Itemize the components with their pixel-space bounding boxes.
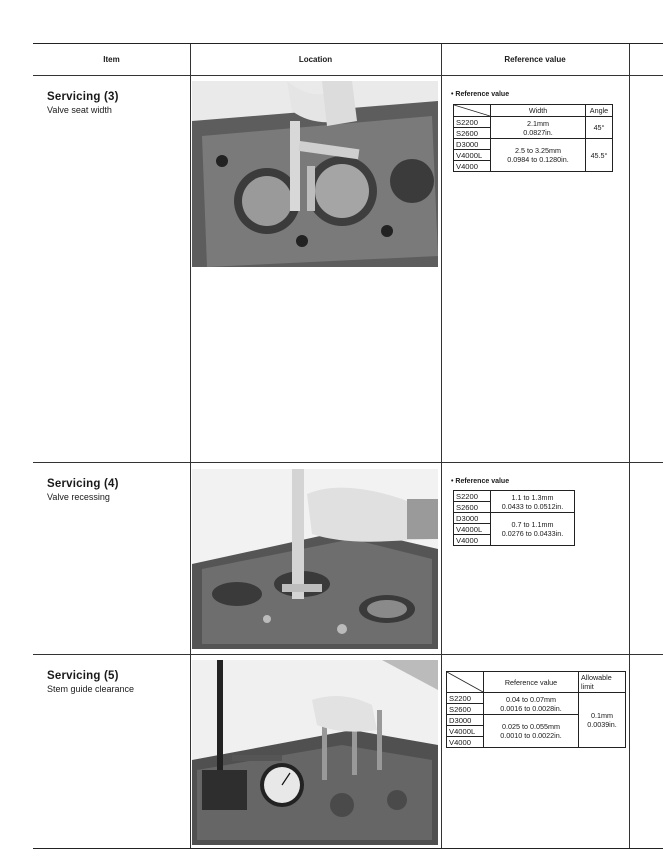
table-corner-cell	[454, 105, 491, 117]
limit-value-in: 0.0039in.	[587, 720, 617, 729]
allowable-limit-line1: Allowable	[581, 673, 612, 682]
row-subtitle-valve-seat-width: Valve seat width	[47, 105, 112, 115]
clearance-value-mm: 0.04 to 0.07mm	[506, 694, 556, 704]
valve-recessing-table	[453, 490, 575, 546]
model-cell: V4000	[454, 535, 491, 546]
reference-value-label: • Reference value	[451, 91, 510, 98]
clearance-value-in: 0.0016 to 0.0028in.	[500, 703, 562, 713]
clearance-value-in: 0.0010 to 0.0022in.	[500, 731, 562, 740]
row-subtitle-stem-guide-clearance: Stem guide clearance	[47, 684, 135, 694]
column-header-angle: Angle	[586, 105, 613, 117]
column-header-reference-value: Reference value	[484, 672, 579, 693]
reference-value-label: • Reference value	[451, 478, 510, 485]
model-cell: S2200	[447, 693, 484, 704]
model-cell: S2200	[454, 491, 491, 502]
model-cell: D3000	[454, 513, 491, 524]
header-item: Item	[103, 55, 120, 64]
allowable-limit-value-cell	[579, 693, 626, 748]
width-value-cell	[491, 139, 586, 172]
recess-value-mm: 0.7 to 1.1mm	[511, 520, 554, 529]
header-reference-value: Reference value	[504, 55, 566, 64]
recess-value-in: 0.0433 to 0.0512in.	[501, 501, 564, 511]
width-value-cell	[491, 117, 586, 139]
column-divider	[190, 44, 191, 848]
row-divider	[33, 75, 663, 76]
model-cell: V4000	[454, 161, 491, 172]
width-value-mm: 2.5 to 3.25mm	[515, 146, 561, 155]
width-value-mm: 2.1mm	[527, 118, 549, 128]
row-title-servicing-4: Servicing (4)	[47, 478, 119, 490]
width-value-in: 0.0984 to 0.1280in.	[507, 155, 569, 164]
valve-seat-width-table	[453, 104, 613, 172]
column-header-width: Width	[491, 105, 586, 117]
model-cell: S2600	[454, 128, 491, 139]
column-divider	[441, 44, 442, 848]
model-cell: V4000L	[454, 524, 491, 535]
photo-stem-guide-measurement	[192, 660, 438, 845]
recess-value-cell	[491, 491, 575, 513]
model-cell: S2200	[454, 117, 491, 128]
width-value-in: 0.0827in.	[523, 127, 553, 137]
clearance-value-cell	[484, 715, 579, 748]
model-cell: V4000L	[447, 726, 484, 737]
recess-value-cell	[491, 513, 575, 546]
model-cell: D3000	[454, 139, 491, 150]
recess-value-in: 0.0276 to 0.0433in.	[501, 529, 564, 538]
row-subtitle-valve-recessing: Valve recessing	[47, 492, 110, 502]
recess-value-mm: 1.1 to 1.3mm	[511, 492, 554, 502]
model-cell: D3000	[447, 715, 484, 726]
allowable-limit-line2: limit	[581, 682, 594, 691]
row-title-servicing-5: Servicing (5)	[47, 670, 119, 682]
limit-value-mm: 0.1mm	[591, 711, 613, 720]
model-cell: V4000L	[454, 150, 491, 161]
stem-guide-clearance-table	[446, 671, 626, 748]
photo-valve-recess-measurement	[192, 469, 438, 649]
row-divider	[33, 654, 663, 655]
header-location: Location	[298, 55, 333, 64]
column-header-allowable-limit	[579, 672, 626, 693]
row-divider	[33, 462, 663, 463]
service-table	[33, 43, 663, 849]
photo-valve-seat-measurement	[192, 81, 438, 267]
clearance-value-mm: 0.025 to 0.055mm	[502, 722, 560, 731]
column-divider	[629, 44, 630, 848]
table-corner-cell	[447, 672, 484, 693]
model-cell: V4000	[447, 737, 484, 748]
model-cell: S2600	[447, 704, 484, 715]
model-cell: S2600	[454, 502, 491, 513]
angle-value-cell: 45.5°	[586, 139, 613, 172]
row-title-servicing-3: Servicing (3)	[47, 91, 119, 103]
angle-value-cell: 45°	[586, 117, 613, 139]
clearance-value-cell	[484, 693, 579, 715]
